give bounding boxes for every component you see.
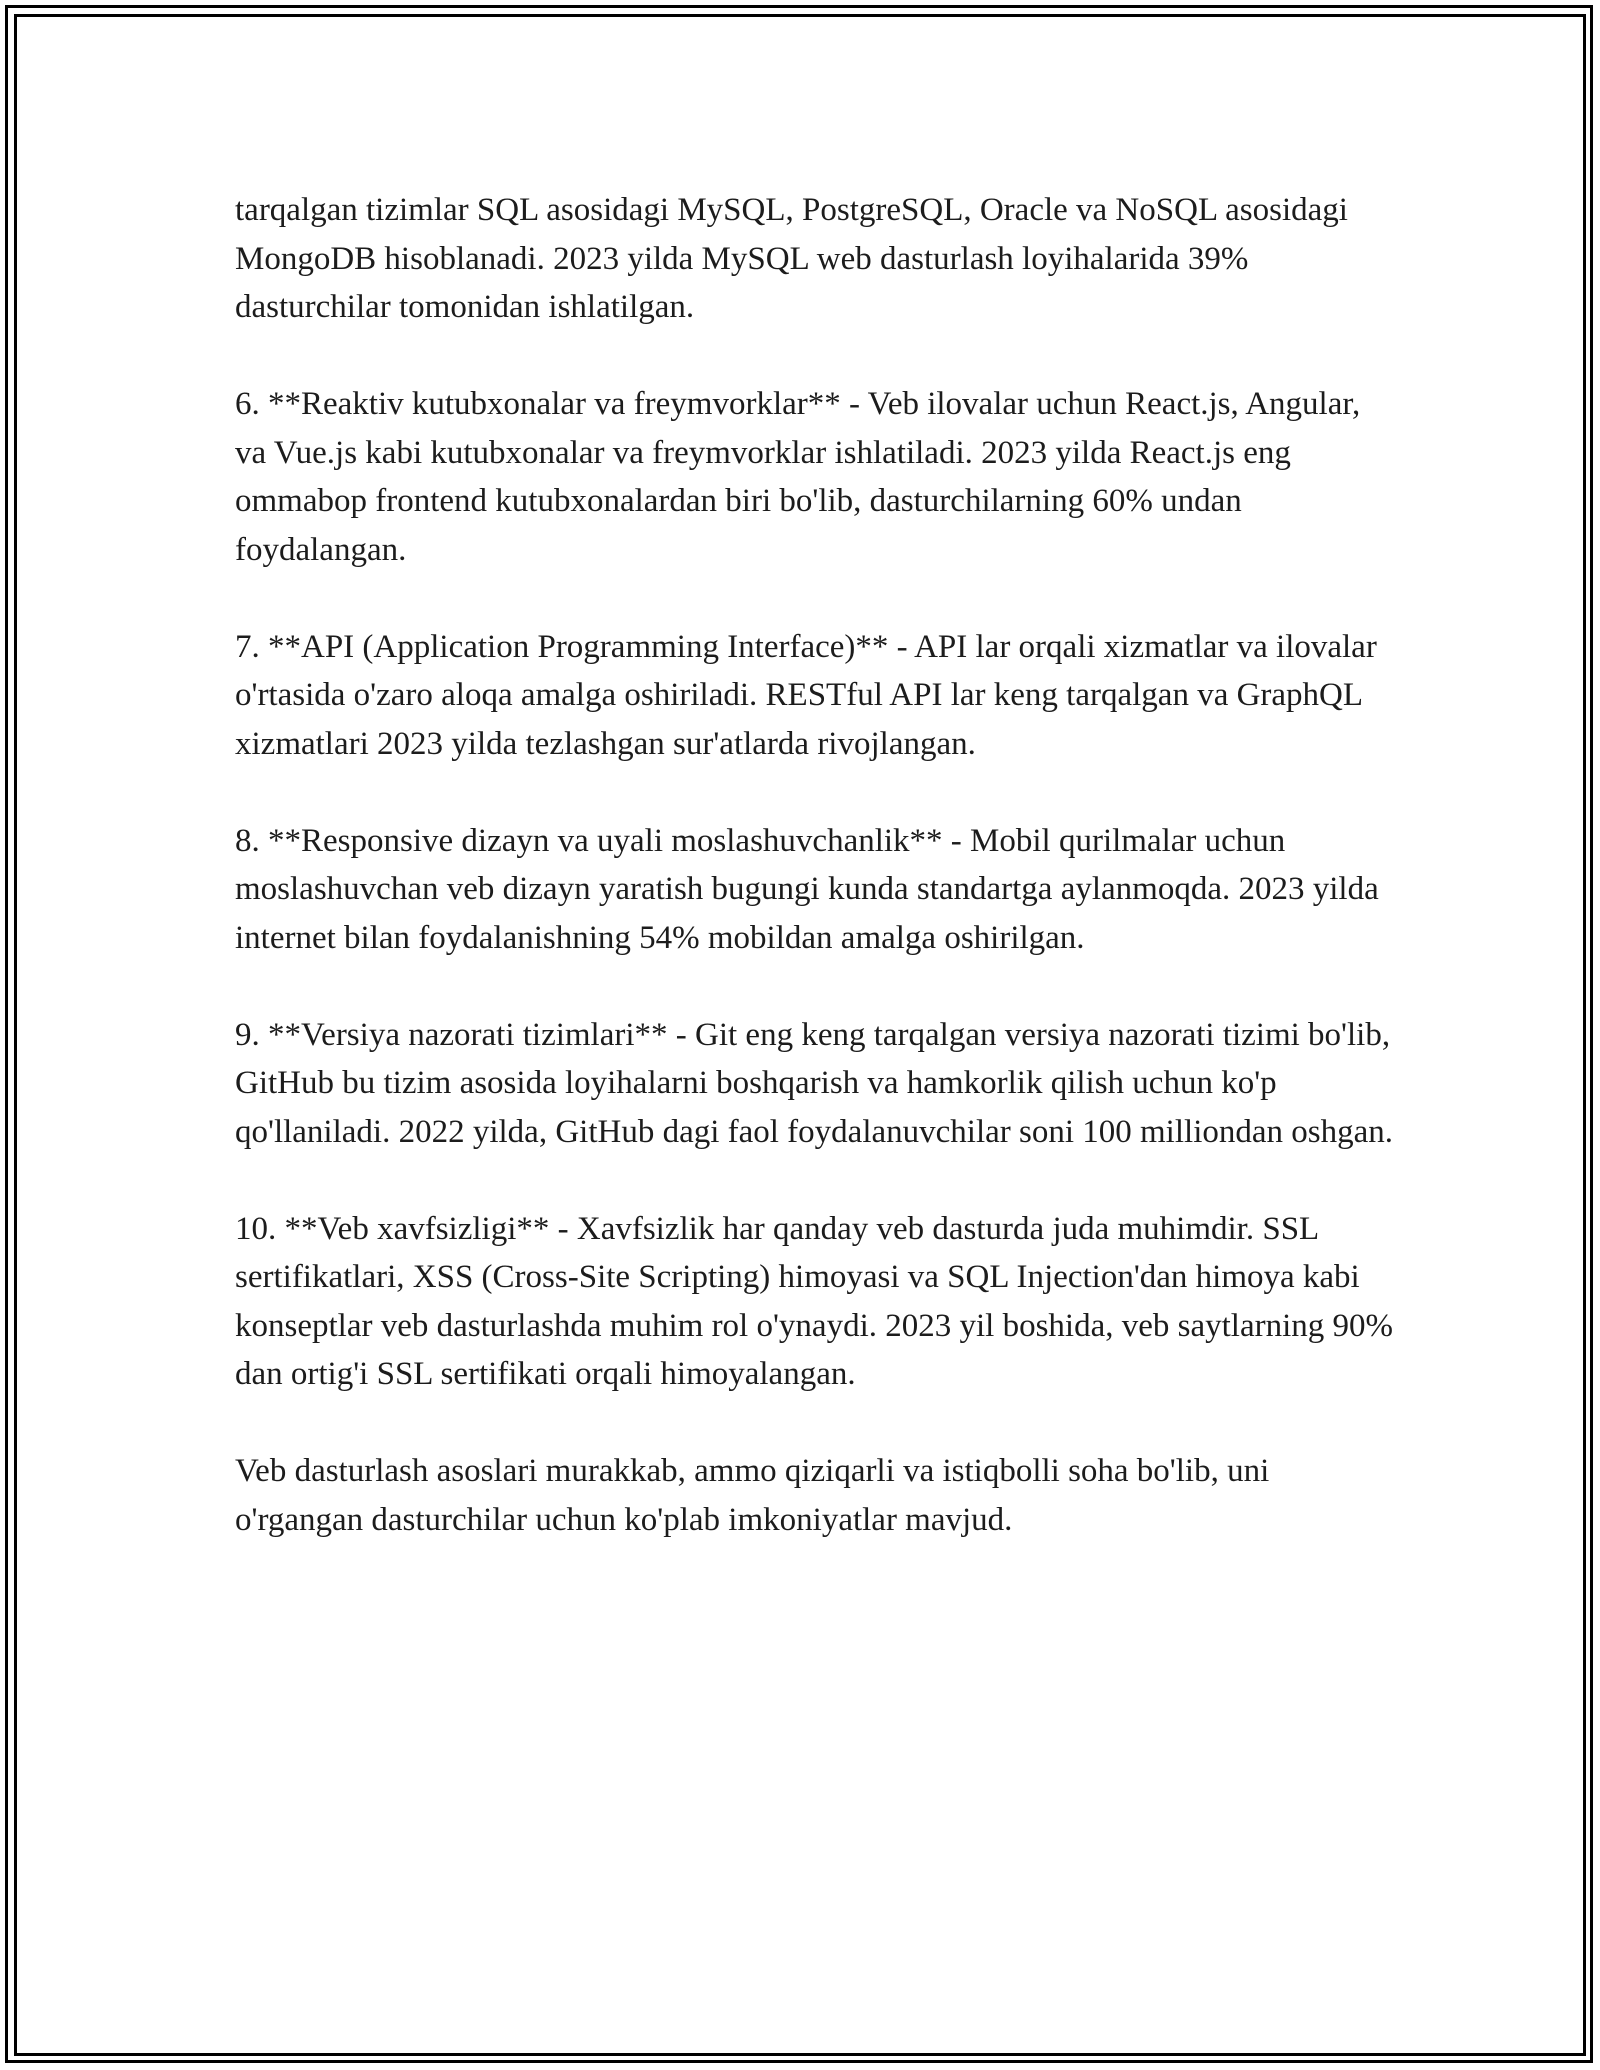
paragraph-item-8-responsive-design: 8. **Responsive dizayn va uyali moslashuvchanlik** - Mobil qurilmalar uchun moslashuvchan veb dizayn yaratish bugungi kunda standartga aylanmoqda. 2023 yilda internet bilan foydalanishning 54% mobildan amalga oshirilgan. [235, 822, 1379, 956]
paragraph-conclusion: Veb dasturlash asoslari murakkab, ammo qiziqarli va istiqbolli soha bo'lib, uni o'rgangan dasturchilar uchun ko'plab imkoniyatlar mavjud. [235, 1453, 1270, 1538]
paragraph-item-9-version-control: 9. **Versiya nazorati tizimlari** - Git eng keng tarqalgan versiya nazorati tizimi bo'lib, GitHub bu tizim asosida loyihalarni boshqarish va hamkorlik qilish uchun ko'p qo'llaniladi. 2022 yilda, GitHub dagi faol foydalanuvchilar soni 100 milliondan oshgan. [235, 1016, 1393, 1150]
document-body [235, 186, 1395, 1593]
paragraph-item-6-reactive-libraries: 6. **Reaktiv kutubxonalar va freymvorklar** - Veb ilovalar uchun React.js, Angular, va Vue.js kabi kutubxonalar va freymvorklar ishlatiladi. 2023 yilda React.js eng ommabop frontend kutubxonalardan biri bo'lib, dasturchilarning 60% undan foydalangan. [235, 386, 1361, 568]
paragraph-item-7-api: 7. **API (Application Programming Interface)** - API lar orqali xizmatlar va ilovalar o'rtasida o'zaro aloqa amalga oshiriladi. RESTful API lar keng tarqalgan va GraphQL xizmatlari 2023 yilda tezlashgan sur'atlarda rivojlangan. [235, 628, 1377, 762]
paragraph-item-10-web-security: 10. **Veb xavfsizligi** - Xavfsizlik har qanday veb dasturda juda muhimdir. SSL sertifikatlari, XSS (Cross-Site Scripting) himoyasi va SQL Injection'dan himoya kabi konseptlar veb dasturlashda muhim rol o'ynaydi. 2023 yil boshida, veb saytlarning 90% dan ortig'i SSL sertifikati orqali himoyalangan. [235, 1210, 1393, 1392]
paragraph-intro-continuation: tarqalgan tizimlar SQL asosidagi MySQL, PostgreSQL, Oracle va NoSQL asosidagi MongoDB hisoblanadi. 2023 yilda MySQL web dasturlash loyihalarida 39% dasturchilar tomonidan ishlatilgan. [235, 192, 1348, 325]
